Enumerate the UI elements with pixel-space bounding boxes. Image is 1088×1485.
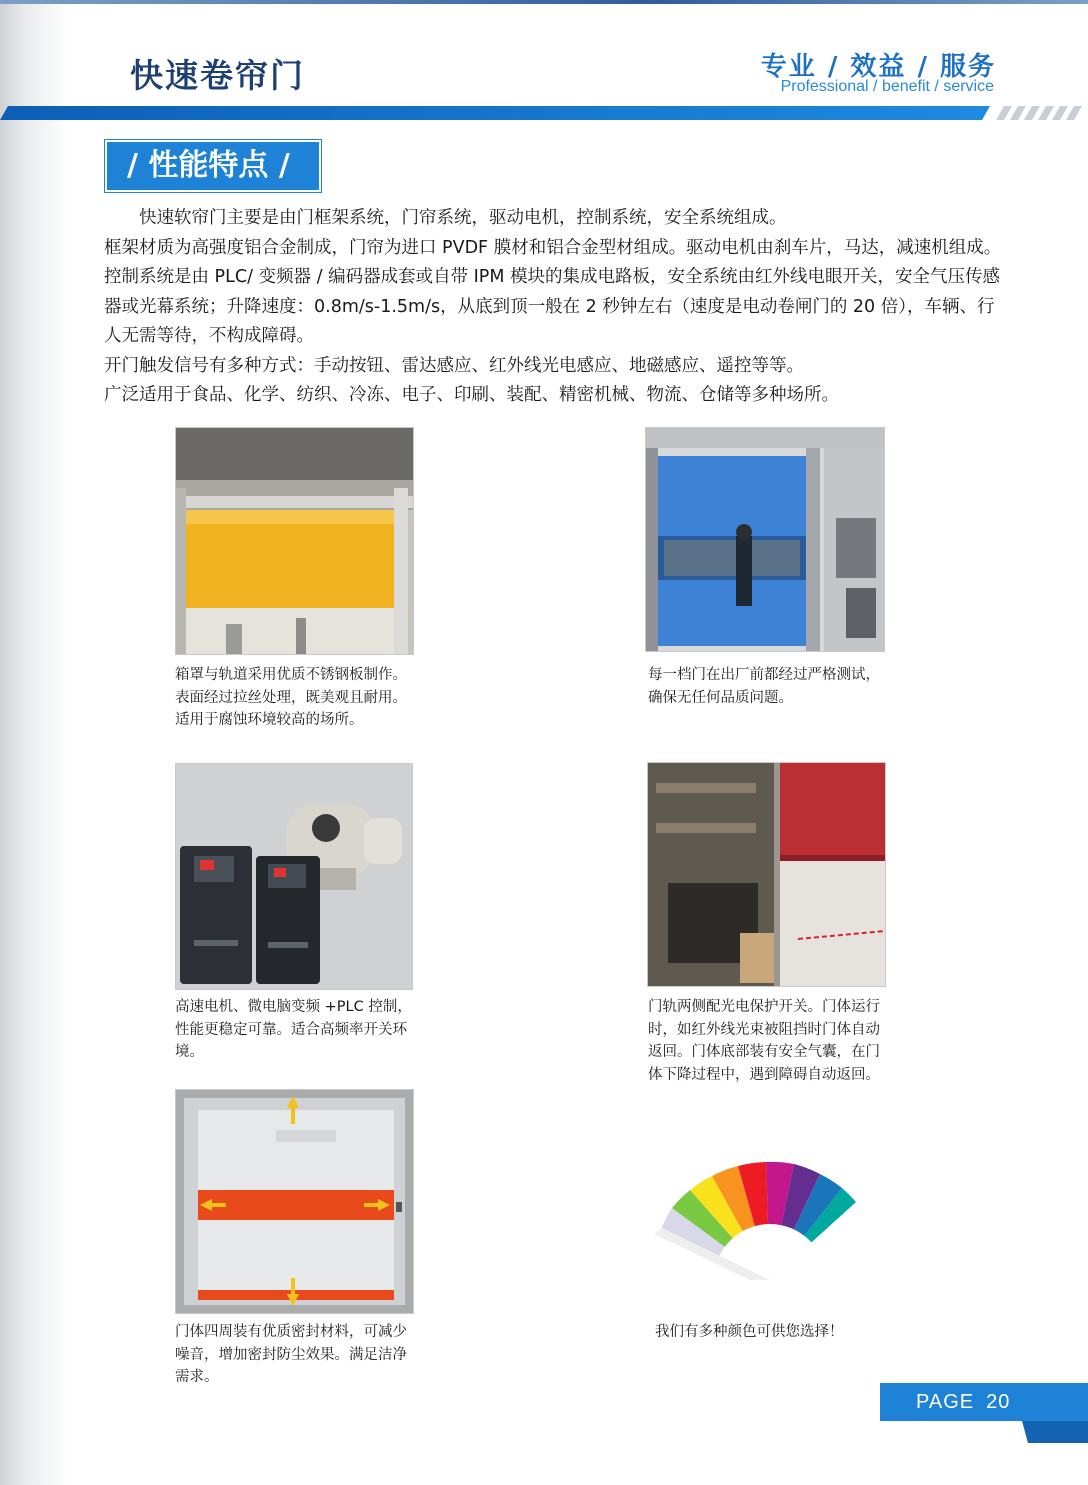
- intro-paragraph-4: 广泛适用于食品、化学、纺织、冷冻、电子、印刷、装配、精密机械、物流、仓储等多种场所。: [104, 385, 839, 405]
- slogan-chinese: 专业 / 效益 / 服务: [760, 52, 996, 82]
- door-seal-photo: [175, 1089, 414, 1314]
- page-label: PAGE: [916, 1391, 975, 1413]
- motor-inverter-photo: [175, 763, 413, 990]
- feature-caption-4: 门轨两侧配光电保护开关。门体运行时，如红外线光束被阻挡时门体自动返回。门体底部装有安全气囊，在门体下降过程中，遇到障碍自动返回。: [648, 999, 880, 1083]
- header-divider-bar: [0, 106, 1088, 120]
- intro-paragraph-2: 框架材质为高强度铝合金制成，门帘为进口 PVDF 膜材和铝合金型材组成。驱动电机由刹车片，马达，减速机组成。控制系统是由 PLC/ 变频器 / 编码器成套或自带 IPM 模块的集成电路板，安全系统由红外线电眼开关，安全气压传感器或光幕系统；升降速度：0.8m/s-1.5m/s，从底到顶一般在 2 秒钟左右（速度是电动卷闸门的 20 倍），车辆、行人无需等待，不构成障碍。: [104, 237, 1002, 346]
- red-door-photo: [647, 762, 886, 987]
- top-rule: [0, 0, 1088, 4]
- page-spine-shadow: [0, 0, 70, 1485]
- section-title: / 性能特点 /: [105, 140, 321, 192]
- intro-text: [104, 204, 1004, 411]
- header-title: 快速卷帘门: [130, 56, 305, 95]
- feature-caption-2: 每一档门在出厂前都经过严格测试，确保无任何品质问题。: [648, 667, 880, 706]
- slogan-english: Professional / benefit / service: [780, 78, 994, 95]
- page-number: 20: [986, 1391, 1011, 1413]
- intro-paragraph-1: 快速软帘门主要是由门框架系统，门帘系统，驱动电机，控制系统，安全系统组成。: [139, 208, 787, 228]
- page-number-badge: [880, 1383, 1088, 1421]
- color-swatch-fan-image: [650, 1150, 860, 1280]
- page-badge-tail: [1022, 1421, 1088, 1443]
- blue-door-photo: [645, 427, 885, 652]
- feature-caption-5: 门体四周装有优质密封材料，可减少噪音，增加密封防尘效果。满足洁净需求。: [175, 1324, 407, 1385]
- intro-paragraph-3: 开门触发信号有多种方式：手动按钮、雷达感应、红外线光电感应、地磁感应、遥控等等。: [104, 355, 804, 376]
- feature-caption-3: 高速电机、微电脑变频 +PLC 控制，性能更稳定可靠。适合高频率开关环境。: [175, 999, 412, 1060]
- yellow-door-photo: [175, 427, 414, 655]
- feature-caption-6: 我们有多种颜色可供您选择！: [655, 1324, 844, 1340]
- feature-caption-1: 箱罩与轨道采用优质不锈钢板制作。表面经过拉丝处理，既美观且耐用。适用于腐蚀环境较高的场所。: [175, 667, 407, 728]
